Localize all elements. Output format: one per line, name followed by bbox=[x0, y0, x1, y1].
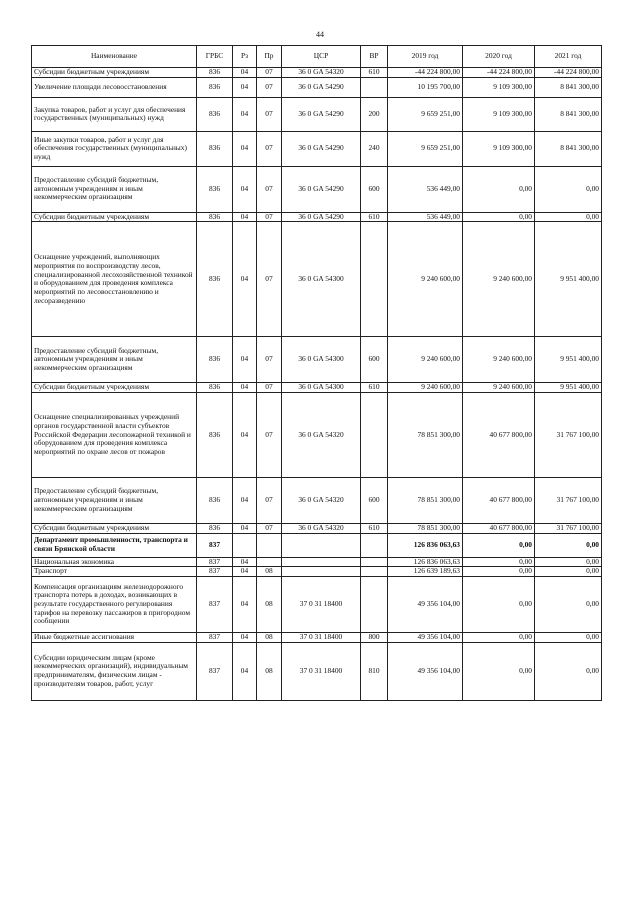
table-row bbox=[32, 533, 602, 557]
row-grbs: 836 bbox=[197, 68, 233, 78]
row-grbs: 837 bbox=[197, 533, 233, 557]
row-vr: 600 bbox=[361, 477, 388, 523]
row-name: Увеличение площади лесовосстановления bbox=[32, 77, 197, 97]
row-rz: 04 bbox=[233, 576, 257, 632]
table-row bbox=[32, 337, 602, 383]
row-name: Субсидии бюджетным учреждениям bbox=[32, 68, 197, 78]
row-pr: 07 bbox=[257, 337, 282, 383]
row-csr: 36 0 GA 54290 bbox=[282, 77, 361, 97]
row-vr: 600 bbox=[361, 337, 388, 383]
row-value-2021: 0,00 bbox=[535, 576, 602, 632]
row-vr: 610 bbox=[361, 523, 388, 533]
column-header-2019: 2019 год bbox=[388, 46, 463, 68]
row-pr: 08 bbox=[257, 576, 282, 632]
row-value-2020: 9 240 600,00 bbox=[463, 383, 535, 393]
row-grbs: 836 bbox=[197, 392, 233, 477]
row-rz: 04 bbox=[233, 557, 257, 567]
row-grbs: 836 bbox=[197, 77, 233, 97]
row-value-2021: 8 841 300,00 bbox=[535, 77, 602, 97]
row-grbs: 837 bbox=[197, 576, 233, 632]
row-name: Субсидии бюджетным учреждениям bbox=[32, 523, 197, 533]
row-rz: 04 bbox=[233, 567, 257, 577]
column-header-rz: Рз bbox=[233, 46, 257, 68]
table-row bbox=[32, 642, 602, 700]
row-value-2019: 9 240 600,00 bbox=[388, 383, 463, 393]
row-vr: 600 bbox=[361, 166, 388, 212]
row-vr: 610 bbox=[361, 383, 388, 393]
column-header-vr: ВР bbox=[361, 46, 388, 68]
row-grbs: 836 bbox=[197, 212, 233, 222]
row-value-2021: 0,00 bbox=[535, 533, 602, 557]
row-name: Субсидии бюджетным учреждениям bbox=[32, 212, 197, 222]
row-rz: 04 bbox=[233, 97, 257, 131]
row-grbs: 837 bbox=[197, 642, 233, 700]
row-value-2021: 8 841 300,00 bbox=[535, 131, 602, 166]
row-value-2019: 49 356 104,00 bbox=[388, 632, 463, 642]
row-grbs: 836 bbox=[197, 97, 233, 131]
row-grbs: 837 bbox=[197, 632, 233, 642]
row-name: Оснащение учреждений, выполняющих мероприятия по воспроизводству лесов, специализированной лесохозяйственной техникой и оборудованием для проведения комплекса мероприятий по лесовосстановлению и лесоразведению bbox=[32, 222, 197, 337]
row-vr: 800 bbox=[361, 632, 388, 642]
row-pr: 07 bbox=[257, 68, 282, 78]
row-name: Иные закупки товаров, работ и услуг для обеспечения государственных (муниципальных) нужд bbox=[32, 131, 197, 166]
budget-table bbox=[31, 45, 602, 701]
row-name: Компенсация организациям железнодорожного транспорта потерь в доходах, возникающих в результате государственного регулирования тарифов на перевозку пассажиров в пригородном сообщении bbox=[32, 576, 197, 632]
row-csr: 36 0 GA 54320 bbox=[282, 523, 361, 533]
row-value-2020: 0,00 bbox=[463, 212, 535, 222]
row-name: Национальная экономика bbox=[32, 557, 197, 567]
row-rz: 04 bbox=[233, 222, 257, 337]
row-csr: 36 0 GA 54300 bbox=[282, 337, 361, 383]
row-pr: 07 bbox=[257, 222, 282, 337]
row-name: Департамент промышленности, транспорта и связи Брянской области bbox=[32, 533, 197, 557]
row-csr: 36 0 GA 54290 bbox=[282, 97, 361, 131]
row-csr: 36 0 GA 54300 bbox=[282, 222, 361, 337]
row-value-2021: 9 951 400,00 bbox=[535, 383, 602, 393]
row-rz: 04 bbox=[233, 212, 257, 222]
table-row bbox=[32, 576, 602, 632]
row-vr: 810 bbox=[361, 642, 388, 700]
row-pr bbox=[257, 533, 282, 557]
row-vr bbox=[361, 222, 388, 337]
row-pr: 07 bbox=[257, 392, 282, 477]
column-header-csr: ЦСР bbox=[282, 46, 361, 68]
row-grbs: 837 bbox=[197, 557, 233, 567]
table-row bbox=[32, 392, 602, 477]
row-value-2021: 31 767 100,00 bbox=[535, 477, 602, 523]
row-grbs: 836 bbox=[197, 477, 233, 523]
row-value-2021: 0,00 bbox=[535, 212, 602, 222]
row-name: Предоставление субсидий бюджетным, автономным учреждениям и иным некоммерческим организациям bbox=[32, 337, 197, 383]
row-value-2021: 0,00 bbox=[535, 166, 602, 212]
row-grbs: 836 bbox=[197, 131, 233, 166]
row-value-2020: 0,00 bbox=[463, 166, 535, 212]
column-header-pr: Пр bbox=[257, 46, 282, 68]
table-row bbox=[32, 477, 602, 523]
row-pr: 08 bbox=[257, 642, 282, 700]
row-name: Предоставление субсидий бюджетным, автономным учреждениям и иным некоммерческим организациям bbox=[32, 477, 197, 523]
table-row bbox=[32, 212, 602, 222]
row-vr bbox=[361, 392, 388, 477]
row-name: Закупка товаров, работ и услуг для обеспечения государственных (муниципальных) нужд bbox=[32, 97, 197, 131]
row-value-2019: 10 195 700,00 bbox=[388, 77, 463, 97]
page-number: 44 bbox=[316, 30, 324, 39]
row-grbs: 837 bbox=[197, 567, 233, 577]
row-value-2019: 9 240 600,00 bbox=[388, 337, 463, 383]
row-rz: 04 bbox=[233, 523, 257, 533]
row-csr bbox=[282, 557, 361, 567]
row-value-2021: 0,00 bbox=[535, 632, 602, 642]
row-vr: 610 bbox=[361, 68, 388, 78]
row-name: Предоставление субсидий бюджетным, автономным учреждениям и иным некоммерческим организациям bbox=[32, 166, 197, 212]
row-rz: 04 bbox=[233, 77, 257, 97]
row-value-2019: 126 639 189,63 bbox=[388, 567, 463, 577]
row-vr bbox=[361, 576, 388, 632]
column-header-2020: 2020 год bbox=[463, 46, 535, 68]
row-value-2020: 0,00 bbox=[463, 576, 535, 632]
table-row bbox=[32, 383, 602, 393]
table-row bbox=[32, 97, 602, 131]
row-value-2020: 0,00 bbox=[463, 642, 535, 700]
row-value-2019: 78 851 300,00 bbox=[388, 477, 463, 523]
row-value-2021: 0,00 bbox=[535, 642, 602, 700]
table-row bbox=[32, 632, 602, 642]
row-value-2020: -44 224 800,00 bbox=[463, 68, 535, 78]
row-value-2020: 9 109 300,00 bbox=[463, 131, 535, 166]
row-value-2020: 0,00 bbox=[463, 557, 535, 567]
row-grbs: 836 bbox=[197, 383, 233, 393]
row-name: Оснащение специализированных учреждений органов государственной власти субъектов Российской Федерации лесопожарной техникой и оборудованием для проведения комплекса мероприятий по охране лесов от пожаров bbox=[32, 392, 197, 477]
row-vr: 240 bbox=[361, 131, 388, 166]
row-pr: 08 bbox=[257, 567, 282, 577]
row-csr bbox=[282, 533, 361, 557]
row-value-2021: -44 224 800,00 bbox=[535, 68, 602, 78]
row-grbs: 836 bbox=[197, 166, 233, 212]
row-rz: 04 bbox=[233, 392, 257, 477]
row-value-2021: 31 767 100,00 bbox=[535, 392, 602, 477]
row-csr: 37 0 31 18400 bbox=[282, 642, 361, 700]
row-value-2019: 536 449,00 bbox=[388, 166, 463, 212]
row-value-2021: 9 951 400,00 bbox=[535, 222, 602, 337]
row-value-2019: 49 356 104,00 bbox=[388, 642, 463, 700]
row-name: Субсидии бюджетным учреждениям bbox=[32, 383, 197, 393]
row-rz: 04 bbox=[233, 477, 257, 523]
column-header-2021: 2021 год bbox=[535, 46, 602, 68]
row-rz: 04 bbox=[233, 632, 257, 642]
row-csr: 36 0 GA 54320 bbox=[282, 68, 361, 78]
row-grbs: 836 bbox=[197, 523, 233, 533]
row-value-2019: 9 659 251,00 bbox=[388, 97, 463, 131]
row-csr: 37 0 31 18400 bbox=[282, 632, 361, 642]
row-pr: 07 bbox=[257, 131, 282, 166]
row-value-2021: 8 841 300,00 bbox=[535, 97, 602, 131]
row-rz: 04 bbox=[233, 131, 257, 166]
row-value-2020: 9 109 300,00 bbox=[463, 77, 535, 97]
row-pr bbox=[257, 557, 282, 567]
table-row bbox=[32, 68, 602, 78]
row-value-2020: 40 677 800,00 bbox=[463, 523, 535, 533]
row-value-2019: 9 659 251,00 bbox=[388, 131, 463, 166]
row-value-2021: 31 767 100,00 bbox=[535, 523, 602, 533]
row-value-2020: 9 109 300,00 bbox=[463, 97, 535, 131]
row-grbs: 836 bbox=[197, 337, 233, 383]
row-vr bbox=[361, 533, 388, 557]
row-value-2019: 9 240 600,00 bbox=[388, 222, 463, 337]
row-value-2020: 9 240 600,00 bbox=[463, 222, 535, 337]
row-pr: 08 bbox=[257, 632, 282, 642]
row-vr bbox=[361, 77, 388, 97]
table-row bbox=[32, 557, 602, 567]
row-value-2020: 40 677 800,00 bbox=[463, 477, 535, 523]
column-header-name: Наименование bbox=[32, 46, 197, 68]
row-pr: 07 bbox=[257, 166, 282, 212]
row-pr: 07 bbox=[257, 523, 282, 533]
row-name: Транспорт bbox=[32, 567, 197, 577]
row-pr: 07 bbox=[257, 477, 282, 523]
table-row bbox=[32, 222, 602, 337]
row-value-2020: 40 677 800,00 bbox=[463, 392, 535, 477]
row-value-2020: 0,00 bbox=[463, 533, 535, 557]
row-rz: 04 bbox=[233, 642, 257, 700]
row-value-2019: -44 224 800,00 bbox=[388, 68, 463, 78]
row-vr bbox=[361, 567, 388, 577]
row-csr: 36 0 GA 54300 bbox=[282, 383, 361, 393]
row-csr: 36 0 GA 54290 bbox=[282, 212, 361, 222]
row-csr: 36 0 GA 54290 bbox=[282, 166, 361, 212]
row-vr bbox=[361, 557, 388, 567]
row-value-2020: 9 240 600,00 bbox=[463, 337, 535, 383]
row-vr: 610 bbox=[361, 212, 388, 222]
row-vr: 200 bbox=[361, 97, 388, 131]
row-value-2019: 126 836 063,63 bbox=[388, 557, 463, 567]
table-row bbox=[32, 567, 602, 577]
row-name: Субсидии юридическим лицам (кроме некоммерческих организаций), индивидуальным предпринимателям, физическим лицам - производителям товаров, работ, услуг bbox=[32, 642, 197, 700]
row-csr: 36 0 GA 54320 bbox=[282, 477, 361, 523]
row-rz: 04 bbox=[233, 68, 257, 78]
row-name: Иные бюджетные ассигнования bbox=[32, 632, 197, 642]
row-pr: 07 bbox=[257, 212, 282, 222]
table-header-row bbox=[32, 46, 602, 68]
row-csr: 36 0 GA 54320 bbox=[282, 392, 361, 477]
row-rz bbox=[233, 533, 257, 557]
row-value-2019: 78 851 300,00 bbox=[388, 392, 463, 477]
column-header-grbs: ГРБС bbox=[197, 46, 233, 68]
table-row bbox=[32, 77, 602, 97]
row-value-2019: 78 851 300,00 bbox=[388, 523, 463, 533]
row-value-2019: 536 449,00 bbox=[388, 212, 463, 222]
row-value-2021: 0,00 bbox=[535, 557, 602, 567]
row-value-2020: 0,00 bbox=[463, 632, 535, 642]
row-grbs: 836 bbox=[197, 222, 233, 337]
row-rz: 04 bbox=[233, 383, 257, 393]
row-value-2019: 49 356 104,00 bbox=[388, 576, 463, 632]
row-value-2019: 126 836 063,63 bbox=[388, 533, 463, 557]
row-csr: 37 0 31 18400 bbox=[282, 576, 361, 632]
row-value-2021: 0,00 bbox=[535, 567, 602, 577]
row-value-2021: 9 951 400,00 bbox=[535, 337, 602, 383]
row-pr: 07 bbox=[257, 97, 282, 131]
row-csr: 36 0 GA 54290 bbox=[282, 131, 361, 166]
table-row bbox=[32, 131, 602, 166]
row-rz: 04 bbox=[233, 166, 257, 212]
table-row bbox=[32, 166, 602, 212]
row-rz: 04 bbox=[233, 337, 257, 383]
table-row bbox=[32, 523, 602, 533]
row-value-2020: 0,00 bbox=[463, 567, 535, 577]
row-csr bbox=[282, 567, 361, 577]
row-pr: 07 bbox=[257, 77, 282, 97]
row-pr: 07 bbox=[257, 383, 282, 393]
